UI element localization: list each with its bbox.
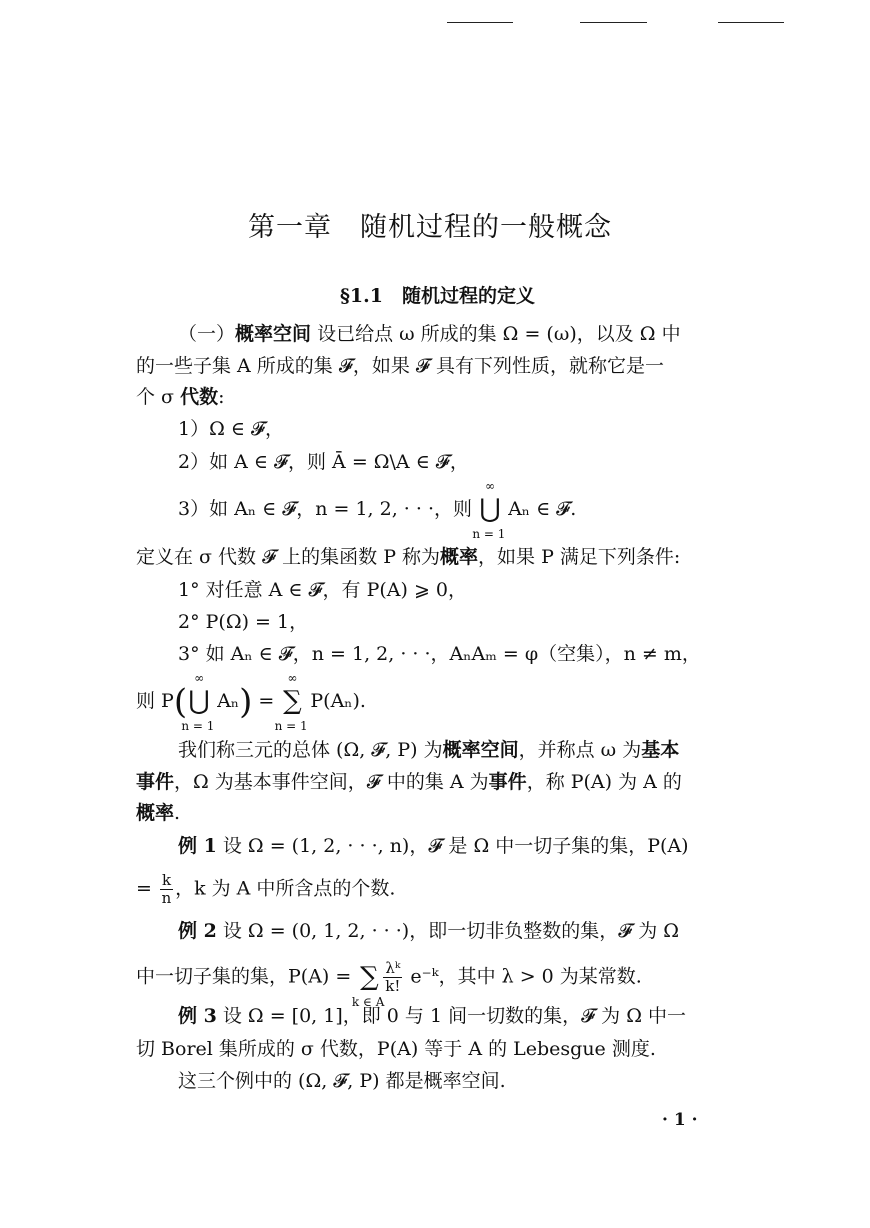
probability-space-definition-line3: 概率. xyxy=(136,802,181,824)
sigma-algebra-property-2: 2）如 A ∈ 𝓕，则 Ā = Ω\A ∈ 𝓕， xyxy=(178,451,469,473)
probability-axiom-1: 1° 对任意 A ∈ 𝓕，有 P(A) ⩾ 0， xyxy=(178,579,468,601)
probability-space-definition-line2: 事件，Ω 为基本事件空间，𝓕 中的集 A 为事件，称 P(A) 为 A 的 xyxy=(136,771,682,793)
fraction-lambda-k-over-k-factorial: $\frac{\text{λᵏ}}{k!}$ xyxy=(385,959,401,995)
examples-conclusion: 这三个例中的 (Ω, 𝓕, P) 都是概率空间. xyxy=(178,1070,506,1092)
header-rule-3 xyxy=(718,22,784,23)
probability-axiom-2: 2° P(Ω) = 1， xyxy=(178,611,309,633)
section-title: §1.1 随机过程的定义 xyxy=(340,285,535,307)
example-2-line1: 例 2 设 Ω = (0, 1, 2, · · ·)，即一切非负整数的集，𝓕 为 Ω xyxy=(178,920,680,942)
fraction-k-over-n: $\frac{k}{n}$ xyxy=(161,871,172,907)
chapter-title: 第一章 随机过程的一般概念 xyxy=(248,212,612,243)
example-1-line2: = $\frac{k}{n}$ ，k 为 A 中所含点的个数. xyxy=(136,871,396,907)
sigma-algebra-property-3: 3）如 Aₙ ∈ 𝓕，n = 1, 2, · · ·，则 ∞ ⋃ n = 1 Aₙ ∈ 𝓕. xyxy=(178,479,577,541)
para-probability-space-line2: 的一些子集 A 所成的集 𝓕，如果 𝓕 具有下列性质，就称它是一 xyxy=(136,355,664,377)
page-number: · 1 · xyxy=(662,1110,698,1130)
example-1-line1: 例 1 设 Ω = (1, 2, · · ·, n)，𝓕 是 Ω 中一切子集的集，P(A) xyxy=(178,835,689,857)
header-rule-2 xyxy=(580,22,647,23)
countable-additivity-formula: 则 P( ∞ ⋃ n = 1 Aₙ) = ∞ ∑ n = 1 P(Aₙ). xyxy=(136,671,366,733)
example-3-line2: 切 Borel 集所成的 σ 代数，P(A) 等于 A 的 Lebesgue 测度. xyxy=(136,1038,656,1060)
sigma-algebra-property-1: 1）Ω ∈ 𝓕， xyxy=(178,418,285,440)
header-rule-1 xyxy=(447,22,513,23)
sum-operator: ∑ k ∈ A xyxy=(351,961,385,1009)
probability-axiom-3: 3° 如 Aₙ ∈ 𝓕，n = 1, 2, · · ·，AₙAₘ = φ（空集），n ≠ m， xyxy=(178,643,701,665)
union-operator: ∞ ⋃ n = 1 xyxy=(472,479,506,541)
union-operator: ∞ ⋃ n = 1 xyxy=(181,671,215,733)
example-3-line1: 例 3 设 Ω = [0, 1]，即 0 与 1 间一切数的集，𝓕 为 Ω 中一 xyxy=(178,1005,686,1027)
sum-operator: ∞ ∑ n = 1 xyxy=(274,671,308,733)
para-probability-space-line1: （一）概率空间 设已给点 ω 所成的集 Ω = (ω)，以及 Ω 中 xyxy=(178,323,681,345)
example-2-line2: 中一切子集的集，P(A) = ∑ k ∈ A $\frac{\text{λᵏ}}{k!}$ e⁻ᵏ，其中 λ > 0 为某常数. xyxy=(136,959,642,1009)
para-probability-space-line3: 个 σ 代数: xyxy=(136,386,225,408)
probability-definition: 定义在 σ 代数 𝓕 上的集函数 P 称为概率，如果 P 满足下列条件: xyxy=(136,546,681,568)
probability-space-definition-line1: 我们称三元的总体 (Ω, 𝓕, P) 为概率空间，并称点 ω 为基本 xyxy=(178,739,680,761)
